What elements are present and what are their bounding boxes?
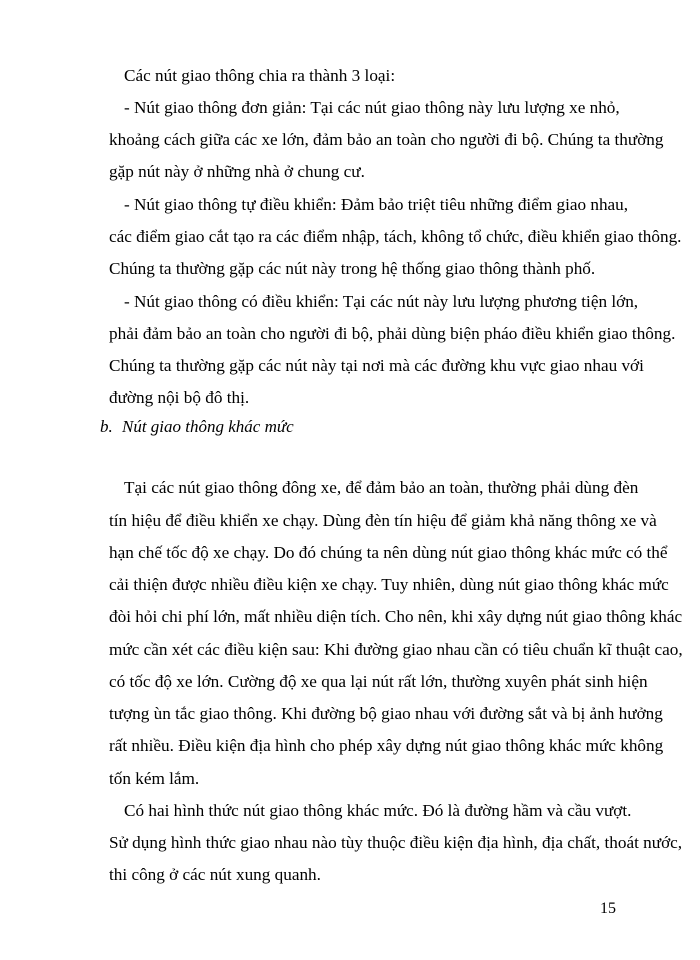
- body-line: - Nút giao thông đơn giản: Tại các nút giao thông này lưu lượng xe nhỏ,: [124, 98, 620, 117]
- body-line: gặp nút này ở những nhà ở chung cư.: [109, 162, 365, 181]
- body-line: tín hiệu để điều khiển xe chạy. Dùng đèn tín hiệu để giảm khả năng thông xe và: [109, 511, 657, 530]
- body-line: Tại các nút giao thông đông xe, để đảm bảo an toàn, thường phải dùng đèn: [124, 478, 639, 497]
- body-line: Chúng ta thường gặp các nút này tại nơi mà các đường khu vực giao nhau với: [109, 356, 644, 375]
- body-line: Chúng ta thường gặp các nút này trong hệ thống giao thông thành phố.: [109, 259, 596, 278]
- body-line: có tốc độ xe lớn. Cường độ xe qua lại nút rất lớn, thường xuyên phát sinh hiện: [109, 672, 648, 691]
- section-heading-text: Nút giao thông khác mức: [122, 417, 294, 436]
- intro-line: Các nút giao thông chia ra thành 3 loại:: [124, 66, 396, 85]
- body-line: Có hai hình thức nút giao thông khác mức. Đó là đường hầm và cầu vượt.: [124, 801, 632, 820]
- body-line: tượng ùn tắc giao thông. Khi đường bộ giao nhau với đường sắt và bị ảnh hưởng: [109, 704, 663, 723]
- body-line: Sử dụng hình thức giao nhau nào tùy thuộc điều kiện địa hình, địa chất, thoát nước,: [109, 833, 683, 852]
- body-line: thi công ở các nút xung quanh.: [109, 865, 321, 884]
- body-line: phải đảm bảo an toàn cho người đi bộ, phải dùng biện pháo điều khiển giao thông.: [109, 324, 676, 343]
- body-line: tốn kém lắm.: [109, 769, 200, 788]
- body-line: mức cần xét các điều kiện sau: Khi đường giao nhau cần có tiêu chuẩn kĩ thuật cao,: [109, 640, 683, 659]
- body-line: đòi hỏi chi phí lớn, mất nhiều diện tích. Cho nên, khi xây dựng nút giao thông khác: [109, 607, 683, 626]
- body-line: hạn chế tốc độ xe chạy. Do đó chúng ta nên dùng nút giao thông khác mức có thể: [109, 543, 668, 562]
- section-heading-marker: b.: [100, 417, 113, 436]
- page-number: 15: [600, 900, 616, 917]
- body-line: khoảng cách giữa các xe lớn, đảm bảo an toàn cho người đi bộ. Chúng ta thường: [109, 130, 664, 149]
- body-line: - Nút giao thông có điều khiển: Tại các nút này lưu lượng phương tiện lớn,: [124, 292, 639, 311]
- body-line: cải thiện được nhiều điều kiện xe chạy. Tuy nhiên, dùng nút giao thông khác mức: [109, 575, 669, 594]
- body-line: đường nội bộ đô thị.: [109, 388, 250, 407]
- section-heading: [100, 415, 294, 439]
- body-line: các điểm giao cắt tạo ra các điểm nhập, tách, không tổ chức, điều khiển giao thông.: [109, 227, 682, 246]
- body-line: - Nút giao thông tự điều khiển: Đảm bảo triệt tiêu những điểm giao nhau,: [124, 195, 629, 214]
- body-line: rất nhiều. Điều kiện địa hình cho phép xây dựng nút giao thông khác mức không: [109, 736, 664, 755]
